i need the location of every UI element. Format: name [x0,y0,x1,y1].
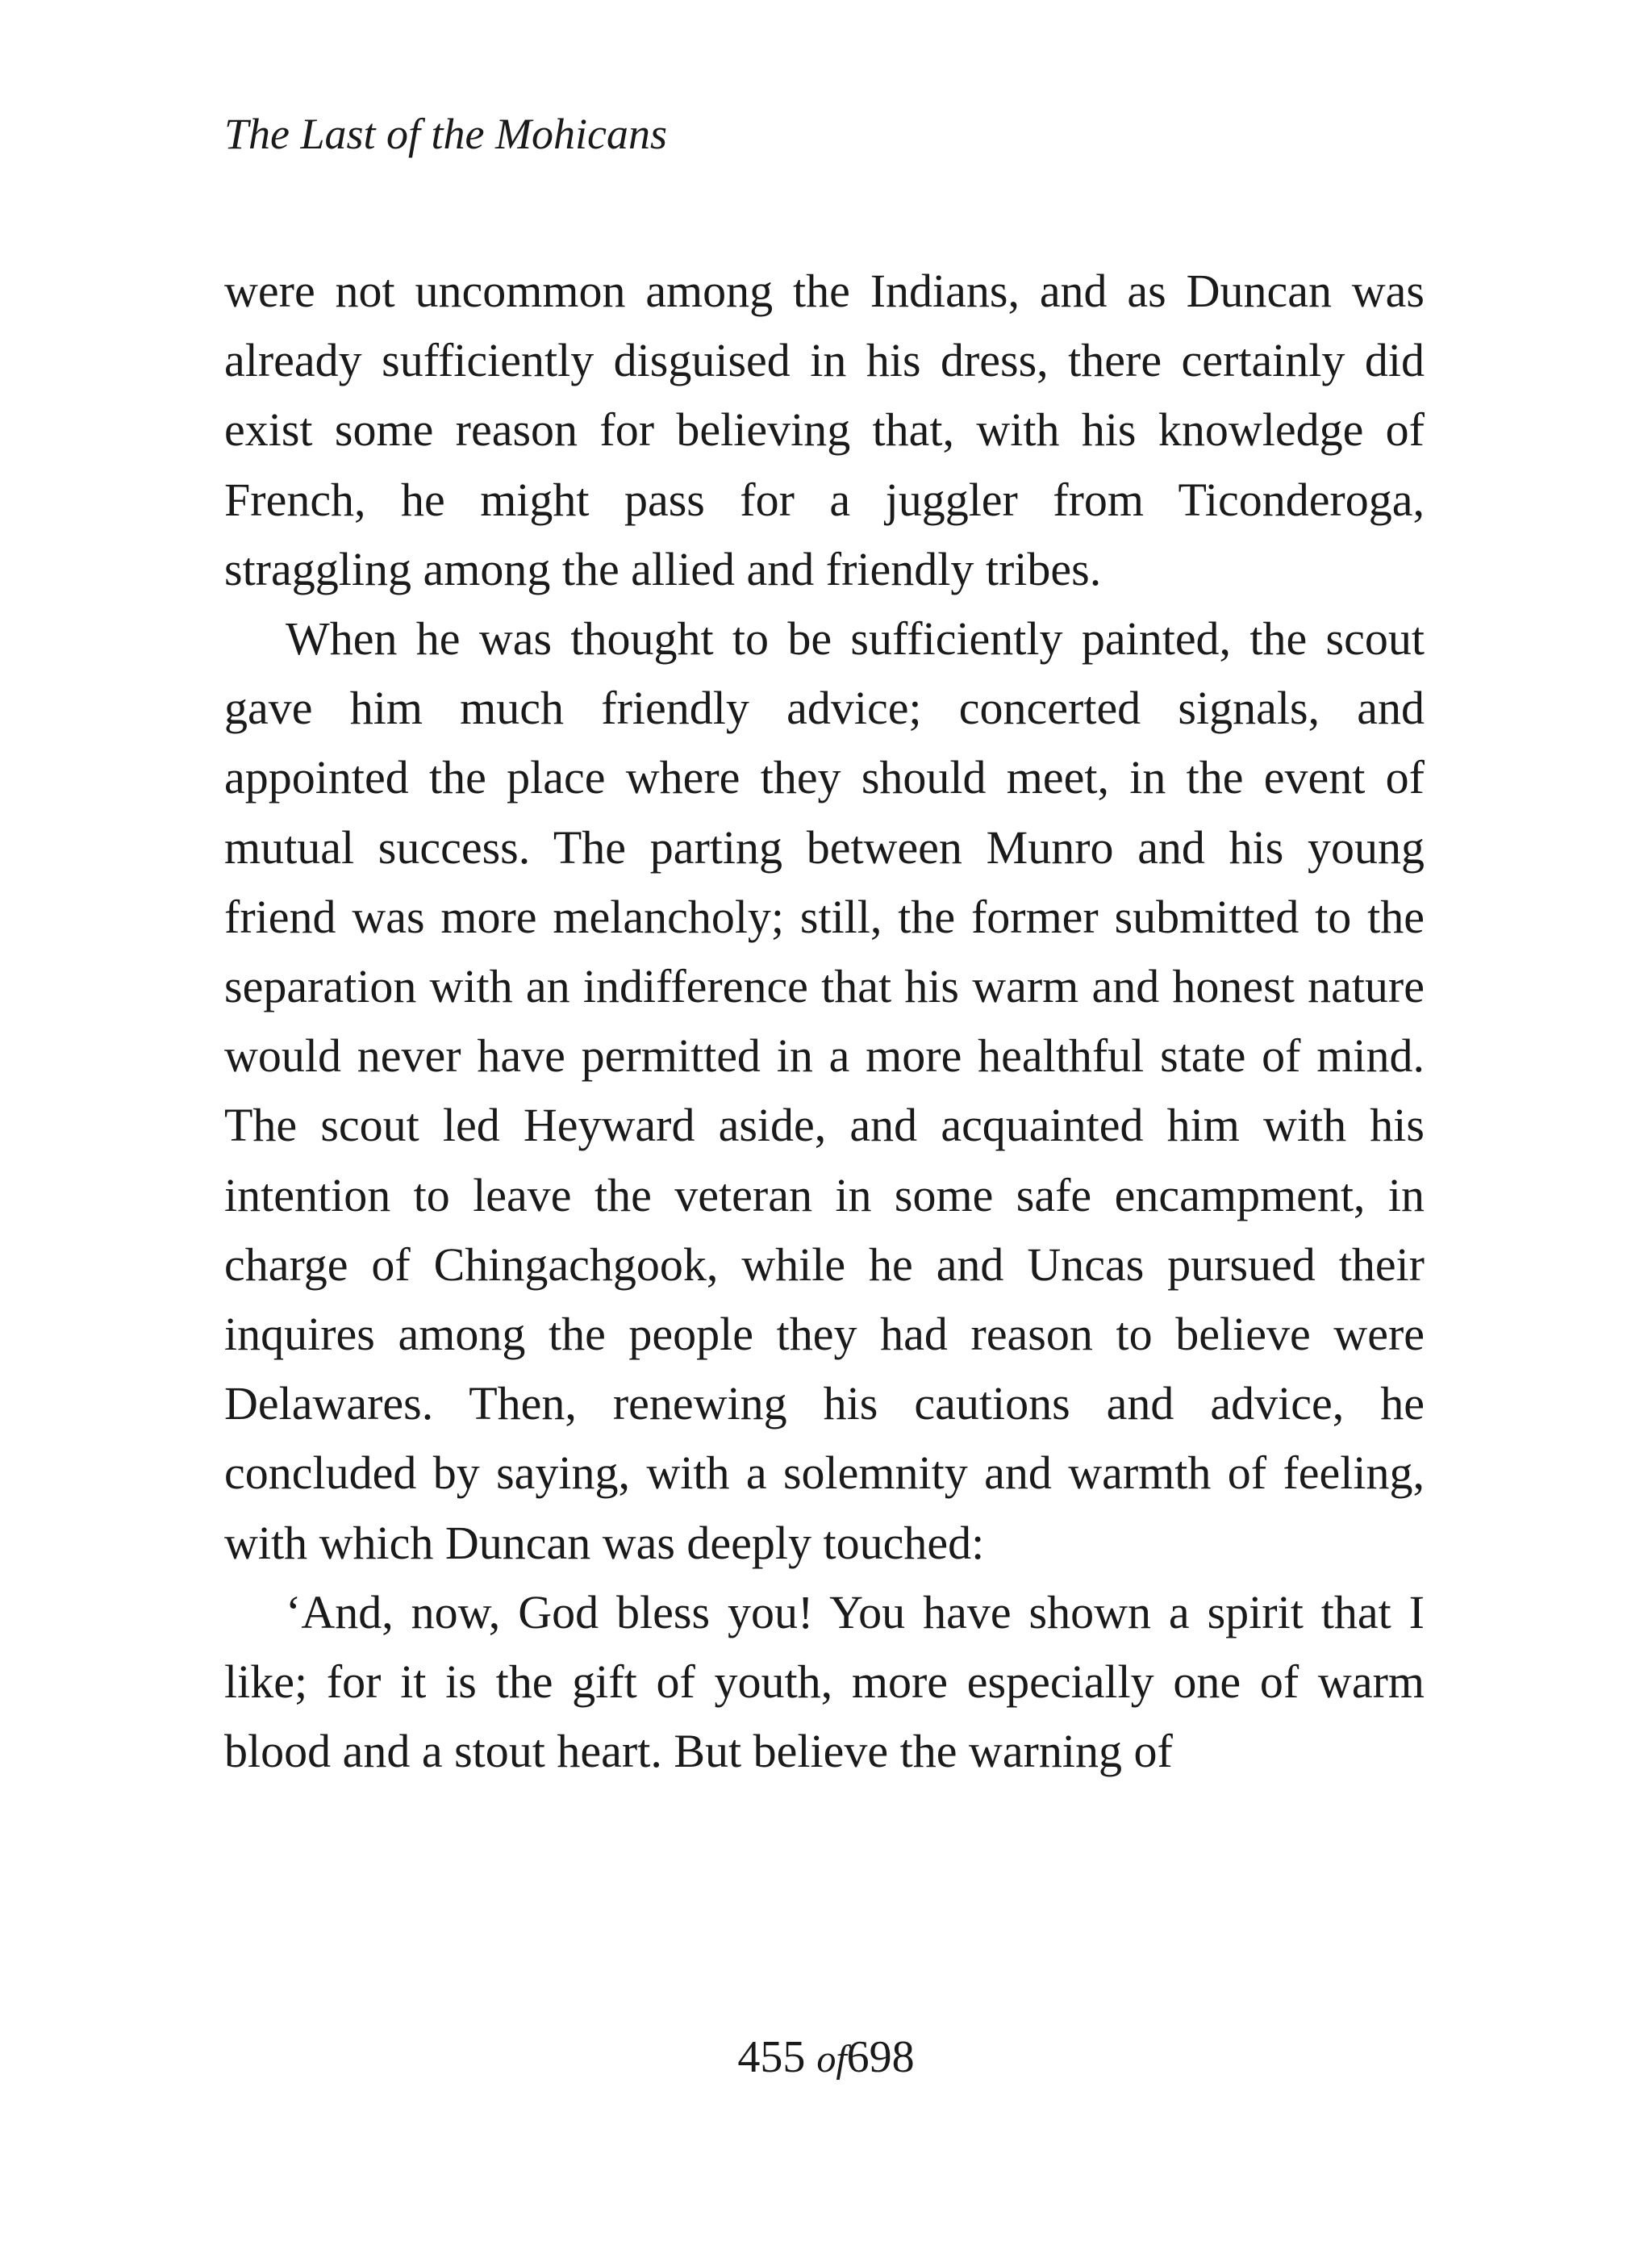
paragraph-continued: were not uncommon among the Indians, and as Duncan was already sufficiently disguised in his dress, there certainly did exist some reason for believing that, with his knowledge of French, he might pass for a juggler from Ticonderoga, straggling among the allied and friendly tribes. [224,265,1425,595]
paragraph: When he was thought to be sufficiently painted, the scout gave him much friendly advice; concerted signals, and appointed the place where they should meet, in the event of mutual success. The parting between Munro and his young friend was more melancholy; still, the former submitted to the separation with an indifference that his warm and honest nature would never have permitted in a more healthful state of mind. The scout led Heyward aside, and acquainted him with his intention to leave the veteran in some safe encampment, in charge of Chingachgook, while he and Uncas pursued their inquires among the people they had reason to believe were Delawares. Then, renewing his cautions and advice, he concluded by saying, with a solemnity and warmth of feeling, with which Duncan was deeply touched: [224,612,1425,1569]
total-pages-number: 698 [846,2032,915,2082]
page-number [0,2027,1652,2090]
page-body [224,257,1425,1786]
page-of-label: of [816,2038,847,2081]
running-header-title: The Last of the Mohicans [224,110,667,158]
paragraph: ‘And, now, God bless you! You have shown a spirit that I like; for it is the gift of youth, more especially one of warm blood and a stout heart. But believe the warning of [224,1585,1425,1778]
current-page-number: 455 [737,2032,806,2082]
